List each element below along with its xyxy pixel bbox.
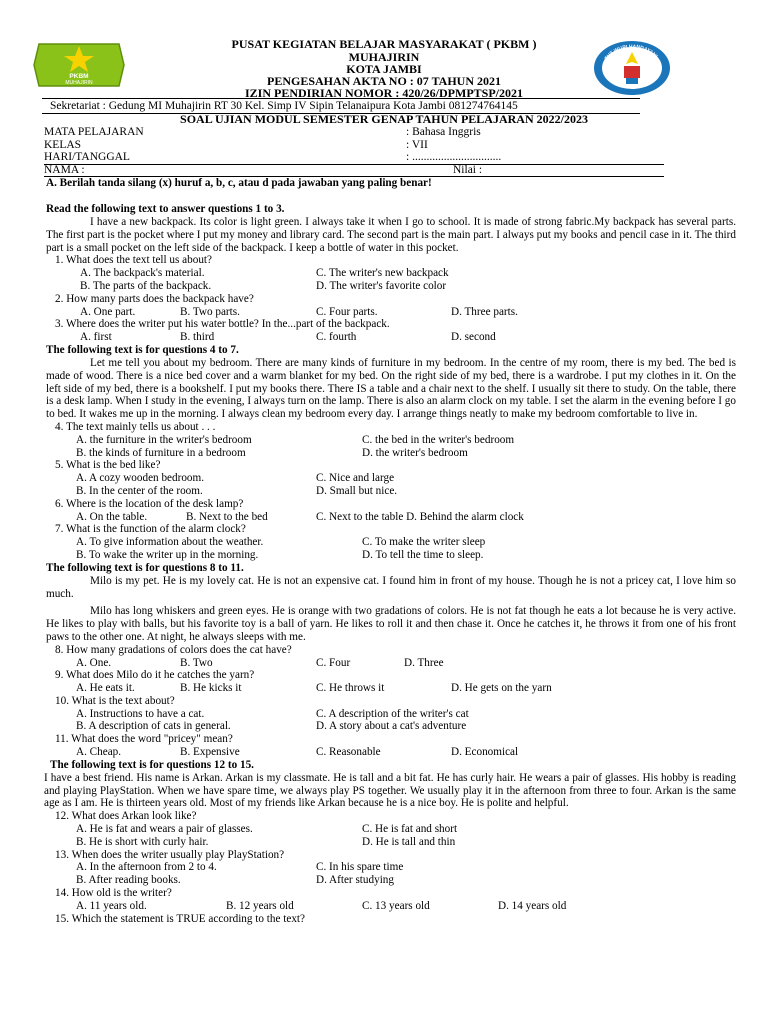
question-12: 12. What does Arkan look like? <box>55 810 197 823</box>
question-3: 3. Where does the writer put his water bottle? In the...part of the backpack. <box>55 318 390 331</box>
label-hari: HARI/TANGGAL <box>44 151 130 163</box>
option-13a[interactable]: A. In the afternoon from 2 to 4. <box>76 861 217 874</box>
option-5d[interactable]: D. Small but nice. <box>316 484 398 497</box>
option-5a[interactable]: A. A cozy wooden bedroom. <box>76 472 205 485</box>
question-8: 8. How many gradations of colors does the cat have? <box>55 643 292 656</box>
value-mapel: : Bahasa Inggris <box>406 126 481 138</box>
option-3c[interactable]: C. fourth <box>316 331 357 344</box>
option-4d[interactable]: D. the writer's bedroom <box>362 446 468 459</box>
option-14d[interactable]: D. 14 years old <box>498 899 567 912</box>
option-3a[interactable]: A. first <box>80 331 112 344</box>
option-12d[interactable]: D. He is tall and thin <box>362 835 456 848</box>
question-10: 10. What is the text about? <box>55 694 175 707</box>
logo-left-text1: PKBM <box>69 73 89 80</box>
option-12b[interactable]: B. He is short with curly hair. <box>76 835 209 848</box>
option-10d[interactable]: D. A story about a cat's adventure <box>316 720 467 733</box>
option-8d[interactable]: D. Three <box>404 656 444 669</box>
instruction: A. Berilah tanda silang (x) huruf a, b, c, atau d pada jawaban yang paling benar! <box>46 177 432 189</box>
option-7a[interactable]: A. To give information about the weather. <box>76 536 264 549</box>
option-6cd[interactable]: C. Next to the table D. Behind the alarm clock <box>316 510 524 523</box>
question-13: 13. When does the writer usually play PlayStation? <box>55 848 285 861</box>
option-3d[interactable]: D. second <box>451 331 496 344</box>
student-info <box>44 126 664 176</box>
question-2: 2. How many parts does the backpack have? <box>55 292 254 305</box>
question-15: 15. Which the statement is TRUE according to the text? <box>55 912 305 925</box>
text1-paragraph: I have a new backpack. Its color is light green. I always take it when I go to school. It is made of strong fabric.My backpack has several parts. The first part is the pocket where I put my money and library card. The second part is the main part. I always put my books and pencil case in it. The third part is a small pocket on the left side of the backpack. I keep a bottle of water in this pocket. <box>46 216 736 254</box>
option-4b[interactable]: B. the kinds of furniture in a bedroom <box>76 446 246 459</box>
option-3b[interactable]: B. third <box>180 331 215 344</box>
option-5c[interactable]: C. Nice and large <box>316 472 395 485</box>
option-13d[interactable]: D. After studying <box>316 874 394 887</box>
org-izin: IZIN PENDIRIAN NOMOR : 420/26/DPMPTSP/2021 <box>245 86 523 100</box>
option-2d[interactable]: D. Three parts. <box>451 305 518 318</box>
option-1b[interactable]: B. The parts of the backpack. <box>80 279 212 292</box>
question-4: 4. The text mainly tells us about . . . <box>55 420 216 433</box>
option-13c[interactable]: C. In his spare time <box>316 861 404 874</box>
option-10b[interactable]: B. A description of cats in general. <box>76 720 231 733</box>
text2-heading: The following text is for questions 4 to 7. <box>46 343 239 356</box>
question-9: 9. What does Milo do it he catches the yarn? <box>55 669 255 682</box>
option-10c[interactable]: C. A description of the writer's cat <box>316 707 469 720</box>
text4-heading: The following text is for questions 12 to 15. <box>50 758 254 771</box>
option-8c[interactable]: C. Four <box>316 656 351 669</box>
tut-wuri-handayani-logo-icon <box>591 38 673 98</box>
header-rule-top <box>42 98 640 99</box>
option-11a[interactable]: A. Cheap. <box>76 746 122 759</box>
text1-heading: Read the following text to answer questions 1 to 3. <box>46 203 285 215</box>
value-hari: : ............................... <box>406 151 502 163</box>
logo-right-text: TUT WURI HANDAYANI <box>603 43 659 62</box>
value-kelas: : VII <box>406 138 428 151</box>
option-12a[interactable]: A. He is fat and wears a pair of glasses. <box>76 823 253 836</box>
option-6a[interactable]: A. On the table. <box>76 510 148 523</box>
text3-heading: The following text is for questions 8 to 11. <box>46 561 244 574</box>
question-5: 5. What is the bed like? <box>55 459 161 472</box>
option-2a[interactable]: A. One part. <box>80 305 136 318</box>
option-7b[interactable]: B. To wake the writer up in the morning. <box>76 548 259 561</box>
option-1c[interactable]: C. The writer's new backpack <box>316 267 449 280</box>
option-14a[interactable]: A. 11 years old. <box>76 899 147 912</box>
option-13b[interactable]: B. After reading books. <box>76 874 181 887</box>
option-7d[interactable]: D. To tell the time to sleep. <box>362 548 484 561</box>
info-rule-1 <box>44 164 664 165</box>
question-14: 14. How old is the writer? <box>55 887 172 900</box>
option-12c[interactable]: C. He is fat and short <box>362 823 458 836</box>
question-6: 6. Where is the location of the desk lamp? <box>55 497 244 510</box>
option-8b[interactable]: B. Two <box>180 656 213 669</box>
text3-paragraph-2: Milo has long whiskers and green eyes. He is orange with two gradations of colors. He is not fat though he eats a lot because he is very active. He likes to play with balls, but his favorite toy is a ball of yarn. He likes to roll it and then chase it. Once he catches it, he throws it from one of his front paws to the other one. At night, he always sleeps with me. <box>46 605 736 643</box>
org-akta: PENGESAHAN AKTA NO : 07 TAHUN 2021 <box>266 74 502 88</box>
option-7c[interactable]: C. To make the writer sleep <box>362 536 486 549</box>
exam-content <box>46 177 736 925</box>
letterhead <box>0 0 768 126</box>
option-5b[interactable]: B. In the center of the room. <box>76 484 203 497</box>
text3-paragraph-1: Milo is my pet. He is my lovely cat. He is not an expensive cat. I found him in front of my house. Though he is not a pricey cat, I love him so much. <box>46 574 736 600</box>
org-name: PUSAT KEGIATAN BELAJAR MASYARAKAT ( PKBM ) <box>231 37 537 51</box>
option-8a[interactable]: A. One. <box>76 656 112 669</box>
option-2c[interactable]: C. Four parts. <box>316 305 378 318</box>
label-nilai: Nilai : <box>453 163 483 176</box>
option-4c[interactable]: C. the bed in the writer's bedroom <box>362 433 515 446</box>
option-1d[interactable]: D. The writer's favorite color <box>316 279 447 292</box>
org-city: KOTA JAMBI <box>346 62 422 76</box>
question-1: 1. What does the text tell us about? <box>55 254 213 267</box>
option-1a[interactable]: A. The backpack's material. <box>80 267 205 280</box>
text2-paragraph: Let me tell you about my bedroom. There are many kinds of furniture in my bedroom. In the centre of my room, there is my bed. The bed is made of wood. There is a nice bed cover and a warm blanket for my bed. On the right side of my bed, there is a wardrobe. I put my clothes in it. On the left side of my bed, there is a bookshelf. I put my books there. There IS a table and a chair next to the shelf. I usually sit there to study. On the table, there is a desk lamp. When I study in the evening, I always turn on the lamp. There is also an alarm clock on my table. I set the alarm in the evening before I go to bed. It wakes me up in the morning. I always clean my bedroom every day. I arrange things neatly to make my bedroom comfortable to live in. <box>46 356 736 421</box>
secretariat-address: Sekretariat : Gedung MI Muhajirin RT 30 Kel. Simp IV Sipin Telanaipura Kota Jambi 081274764145 <box>50 100 518 112</box>
label-nama: NAMA : <box>44 163 85 176</box>
option-6b[interactable]: B. Next to the bed <box>186 510 268 523</box>
org-subname: MUHAJIRIN <box>348 50 420 64</box>
option-9c[interactable]: C. He throws it <box>316 682 385 695</box>
option-14c[interactable]: C. 13 years old <box>362 899 430 912</box>
option-14b[interactable]: B. 12 years old <box>226 899 294 912</box>
question-7: 7. What is the function of the alarm clock? <box>55 523 246 536</box>
option-10a[interactable]: A. Instructions to have a cat. <box>76 707 205 720</box>
label-kelas: KELAS <box>44 138 82 151</box>
option-11d[interactable]: D. Economical <box>451 746 519 759</box>
text4-paragraph: I have a best friend. His name is Arkan. Arkan is my classmate. He is tall and a bit fat. He has curly hair. He wears a pair of glasses. His hobby is reading and playing PlayStation. When we have spare time, we always play PS together. We usually play it in the afternoon from three to four. Arkan is the same age as I am. He is thirteen years old. Most of my friends like Arkan because he is a nice boy. He is polite and helpful. <box>44 771 736 810</box>
option-11c[interactable]: C. Reasonable <box>316 746 381 759</box>
option-11b[interactable]: B. Expensive <box>180 746 240 759</box>
option-4a[interactable]: A. the furniture in the writer's bedroom <box>76 433 252 446</box>
option-9d[interactable]: D. He gets on the yarn <box>451 682 552 695</box>
logo-left-text2: MUHAJIRIN <box>65 80 93 86</box>
option-9b[interactable]: B. He kicks it <box>180 682 242 695</box>
label-mapel: MATA PELAJARAN <box>44 126 144 138</box>
exam-title: SOAL UJIAN MODUL SEMESTER GENAP TAHUN PELAJARAN 2022/2023 <box>180 112 588 126</box>
option-9a[interactable]: A. He eats it. <box>76 682 135 695</box>
question-11: 11. What does the word "pricey" mean? <box>55 733 233 746</box>
option-2b[interactable]: B. Two parts. <box>180 305 240 318</box>
